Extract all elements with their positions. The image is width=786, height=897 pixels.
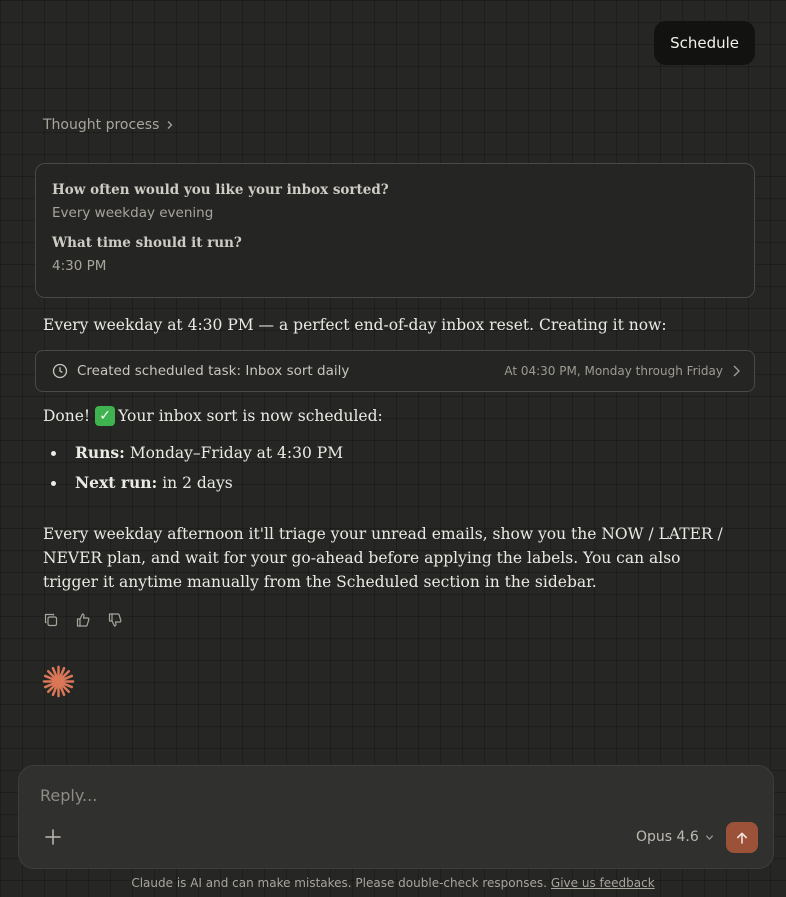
send-button[interactable] (726, 822, 758, 853)
reply-input[interactable] (40, 786, 740, 805)
qa-answer: Every weekday evening (52, 205, 214, 221)
scheduled-task-card[interactable] (35, 350, 755, 392)
questions-card (35, 163, 755, 298)
qa-item (52, 235, 738, 274)
model-name: Opus 4.6 (636, 829, 699, 845)
composer (18, 765, 774, 869)
done-text: Your inbox sort is now scheduled: (118, 407, 383, 425)
plus-icon[interactable] (44, 828, 62, 846)
list-item (43, 442, 343, 472)
thought-process-toggle[interactable] (43, 117, 175, 133)
clock-icon (52, 363, 68, 379)
chevron-right-icon (165, 120, 175, 130)
arrow-up-icon (735, 831, 749, 845)
feedback-link[interactable]: Give us feedback (550, 876, 655, 890)
copy-icon (43, 612, 59, 628)
assistant-intro: Every weekday at 4:30 PM — a perfect end-of-day inbox reset. Creating it now: (43, 316, 667, 334)
bullet-value: in 2 days (162, 474, 233, 492)
bullet-label: Next run: (75, 473, 158, 492)
assistant-outro: Every weekday afternoon it'll triage your unread emails, show you the NOW / LATER / NEVER plan, and wait for your go-ahead before applying the labels. You can also trigger it anytime manually from the Scheduled section in the sidebar. (43, 525, 723, 591)
bullet-value: Monday–Friday at 4:30 PM (129, 444, 344, 462)
qa-item (52, 182, 738, 221)
list-item (43, 472, 343, 502)
task-schedule: At 04:30 PM, Monday through Friday (504, 364, 723, 378)
model-selector[interactable] (636, 829, 714, 845)
bullet-label: Runs: (75, 443, 125, 462)
done-prefix: Done! (43, 407, 91, 425)
schedule-details-list (43, 442, 343, 502)
disclaimer-text: Claude is AI and can make mistakes. Please double-check responses. (131, 876, 547, 890)
thumbs-up-button[interactable] (75, 612, 91, 628)
chevron-down-icon (705, 833, 714, 842)
message-actions (43, 612, 123, 628)
qa-answer: 4:30 PM (52, 258, 107, 274)
thumbs-up-icon (75, 612, 91, 628)
check-icon: ✓ (95, 406, 115, 426)
task-title: Created scheduled task: Inbox sort daily (77, 363, 350, 379)
qa-question: How often would you like your inbox sorted? (52, 182, 389, 198)
thumbs-down-icon (107, 612, 123, 628)
footer-disclaimer (0, 876, 786, 890)
thumbs-down-button[interactable] (107, 612, 123, 628)
copy-button[interactable] (43, 612, 59, 628)
thought-process-label: Thought process (43, 117, 160, 133)
qa-question: What time should it run? (52, 235, 242, 251)
claude-spark-icon (42, 665, 75, 698)
chevron-right-icon (731, 364, 741, 378)
user-message-bubble: Schedule (654, 21, 755, 65)
done-line (43, 406, 383, 426)
